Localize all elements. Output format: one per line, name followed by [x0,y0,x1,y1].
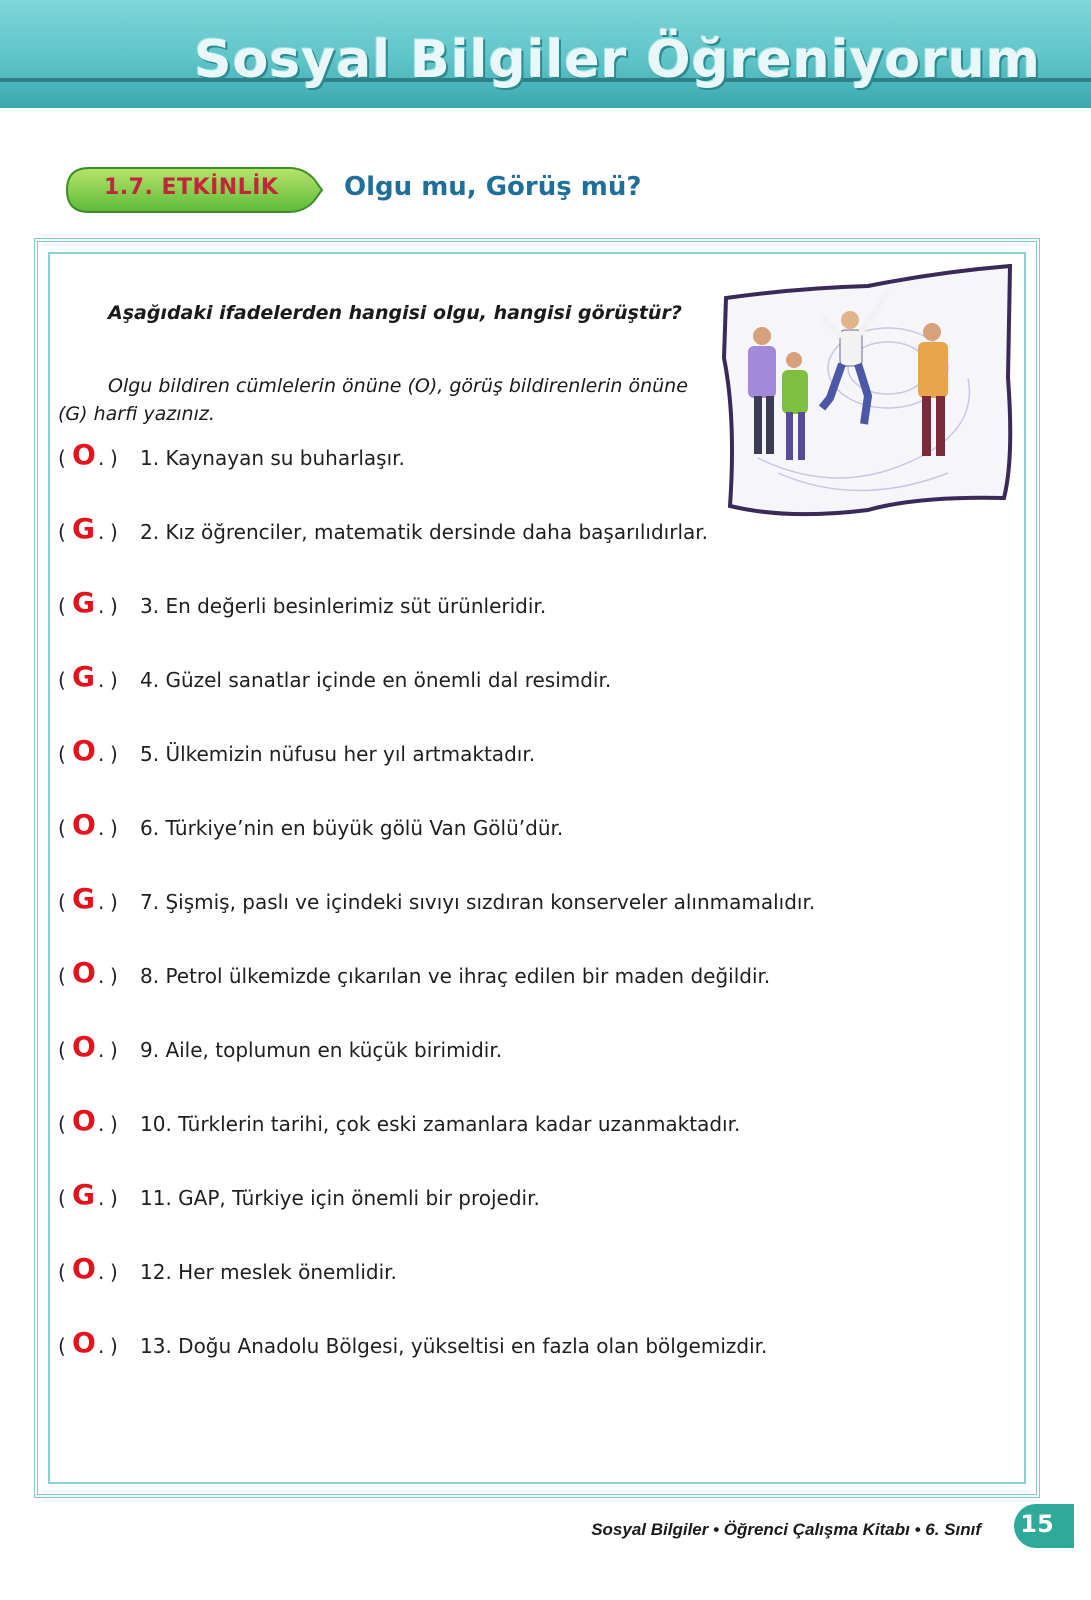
close-paren: ) [110,1112,118,1136]
item-text: 1. Kaynayan su buharlaşır. [140,446,405,470]
answer-mark: O [72,734,96,767]
close-paren: ) [110,742,118,766]
answer-mark: G [72,512,95,545]
dot: . [98,890,105,914]
open-paren: ( [58,1260,66,1284]
close-paren: ) [110,890,118,914]
open-paren: ( [58,742,66,766]
open-paren: ( [58,1112,66,1136]
dot: . [98,1038,105,1062]
open-paren: ( [58,594,66,618]
close-paren: ) [110,1334,118,1358]
dot: . [98,1334,105,1358]
footer-book-info: Sosyal Bilgiler • Öğrenci Çalışma Kitabı • 6. Sınıf [591,1520,981,1539]
open-paren: ( [58,446,66,470]
dancing-people-illustration [718,258,1018,530]
activity-title: Olgu mu, Görüş mü? [344,172,642,202]
answer-mark: O [72,1326,96,1359]
close-paren: ) [110,1186,118,1210]
close-paren: ) [110,668,118,692]
activity-label: 1.7. ETKİNLİK [104,175,279,200]
answer-mark: O [72,1104,96,1137]
dot: . [98,816,105,840]
close-paren: ) [110,594,118,618]
item-text: 10. Türklerin tarihi, çok eski zamanlara kadar uzanmaktadır. [140,1112,741,1136]
answer-mark: O [72,808,96,841]
open-paren: ( [58,964,66,988]
dot: . [98,742,105,766]
item-text: 9. Aile, toplumun en küçük birimidir. [140,1038,503,1062]
item-text: 12. Her meslek önemlidir. [140,1260,397,1284]
answer-mark: O [72,438,96,471]
dot: . [98,520,105,544]
activity-tag [64,165,324,215]
dot: . [98,1186,105,1210]
close-paren: ) [110,1260,118,1284]
item-text: 7. Şişmiş, paslı ve içindeki sıvıyı sızdıran konserveler alınmamalıdır. [140,890,816,914]
close-paren: ) [110,964,118,988]
dot: . [98,668,105,692]
dot: . [98,964,105,988]
answer-mark: O [72,1252,96,1285]
item-text: 8. Petrol ülkemizde çıkarılan ve ihraç edilen bir maden değildir. [140,964,771,988]
open-paren: ( [58,668,66,692]
instruction-text: Olgu bildiren cümlelerin önüne (O), görüş bildirenlerin önüne (G) harfi yazınız. [58,375,688,425]
item-text: 13. Doğu Anadolu Bölgesi, yükseltisi en fazla olan bölgemizdir. [140,1334,768,1358]
open-paren: ( [58,890,66,914]
answer-mark: G [72,660,95,693]
dot: . [98,1260,105,1284]
open-paren: ( [58,1038,66,1062]
open-paren: ( [58,816,66,840]
item-text: 4. Güzel sanatlar içinde en önemli dal resimdir. [140,668,612,692]
item-text: 3. En değerli besinlerimiz süt ürünleridir. [140,594,547,618]
dot: . [98,1112,105,1136]
answer-mark: G [72,882,95,915]
close-paren: ) [110,816,118,840]
dot: . [98,446,105,470]
answer-mark: G [72,1178,95,1211]
dot: . [98,594,105,618]
item-text: 2. Kız öğrenciler, matematik dersinde daha başarılıdırlar. [140,520,708,544]
page-number: 15 [1020,1510,1054,1538]
close-paren: ) [110,1038,118,1062]
answer-mark: O [72,956,96,989]
answer-mark: G [72,586,95,619]
close-paren: ) [110,446,118,470]
answer-mark: O [72,1030,96,1063]
item-text: 6. Türkiye’nin en büyük gölü Van Gölü’dür. [140,816,564,840]
page-title: Sosyal Bilgiler Öğreniyorum [194,30,1041,90]
open-paren: ( [58,1334,66,1358]
item-text: 5. Ülkemizin nüfusu her yıl artmaktadır. [140,742,536,766]
open-paren: ( [58,520,66,544]
question-heading: Aşağıdaki ifadelerden hangisi olgu, hangisi görüştür? [108,302,682,324]
item-text: 11. GAP, Türkiye için önemli bir projedir. [140,1186,540,1210]
open-paren: ( [58,1186,66,1210]
close-paren: ) [110,520,118,544]
